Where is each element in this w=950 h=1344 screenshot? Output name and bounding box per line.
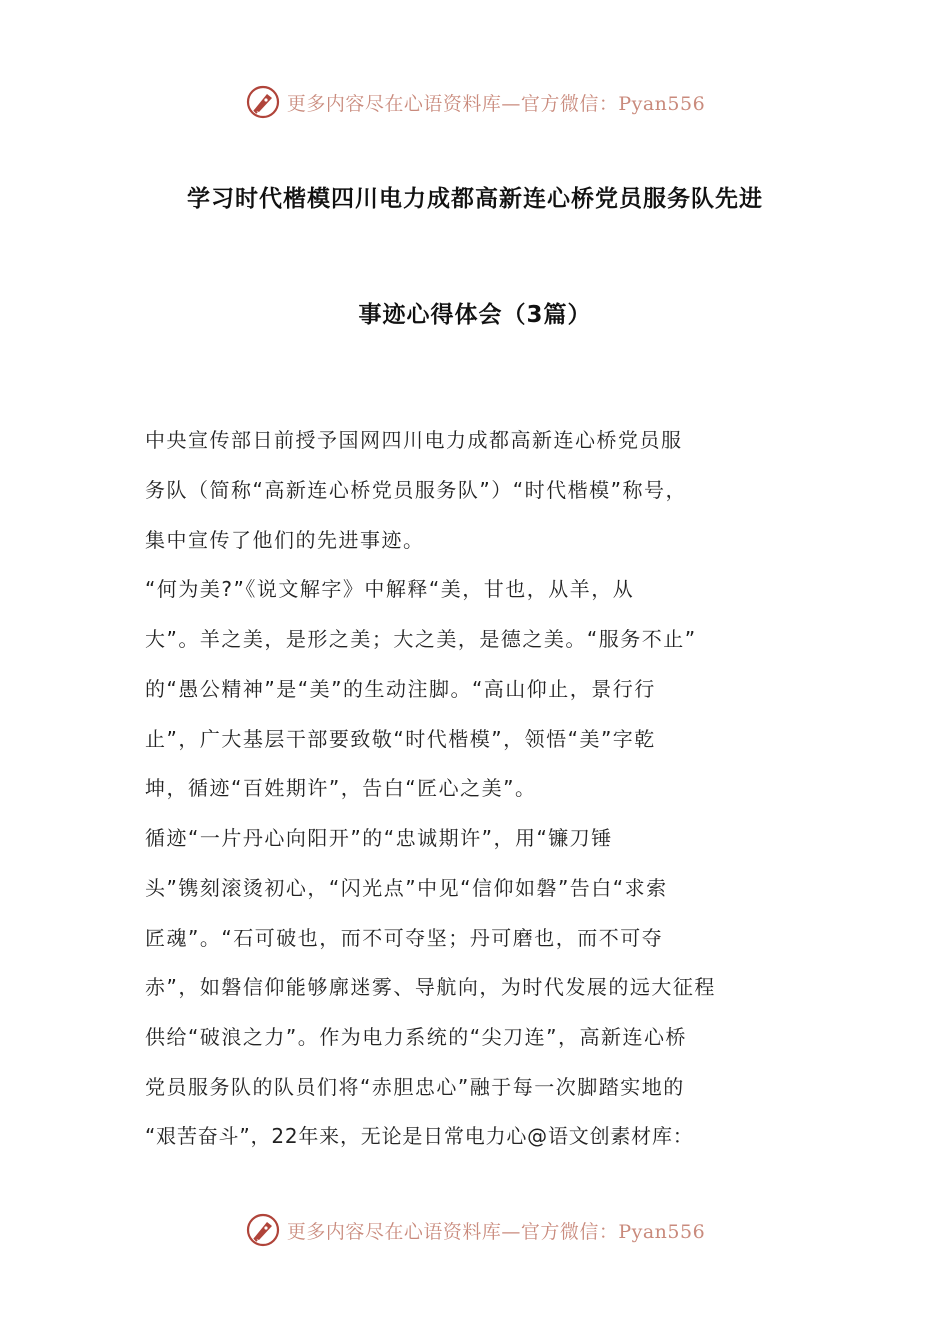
body-line: “何为美?”《说文解字》中解释“美，甘也，从羊，从 bbox=[145, 577, 635, 601]
body-line: 党员服务队的队员们将“赤胆忠心”融于每一次脚踏实地的 bbox=[145, 1075, 685, 1099]
footer-banner bbox=[0, 1208, 950, 1252]
body-line: 坤，循迹“百姓期许”，告白“匠心之美”。 bbox=[145, 776, 537, 800]
body-line: 头”镌刻滚烫初心，“闪光点”中见“信仰如磐”告白“求索 bbox=[145, 876, 668, 900]
banner-text: 更多内容尽在心语资料库—官方微信：Pyan556 bbox=[286, 92, 706, 115]
header-banner bbox=[0, 80, 950, 124]
document-title-line-1: 学习时代楷模四川电力成都高新连心桥党员服务队先进 bbox=[187, 186, 763, 212]
body-line: 供给“破浪之力”。作为电力系统的“尖刀连”，高新连心桥 bbox=[145, 1025, 687, 1049]
pen-nib-logo-icon bbox=[245, 84, 281, 120]
body-line: 止”，广大基层干部要致敬“时代楷模”，领悟“美”字乾 bbox=[145, 727, 656, 751]
body-line: 赤”，如磐信仰能够廓迷雾、导航向，为时代发展的远大征程 bbox=[145, 975, 716, 999]
banner-text: 更多内容尽在心语资料库—官方微信：Pyan556 bbox=[286, 1220, 706, 1243]
pen-nib-logo-icon bbox=[245, 1212, 281, 1248]
body-line: 匠魂”。“石可破也，而不可夺坚；丹可磨也，而不可夺 bbox=[145, 926, 664, 950]
body-line: 大”。羊之美，是形之美；大之美，是德之美。“服务不止” bbox=[145, 627, 697, 651]
body-line: 循迹“一片丹心向阳开”的“忠诚期许”，用“镰刀锤 bbox=[145, 826, 613, 850]
document-title-line-2: 事迹心得体会（3篇） bbox=[358, 302, 592, 328]
body-line: 务队（简称“高新连心桥党员服务队”）“时代楷模”称号， bbox=[145, 478, 687, 502]
body-line: 集中宣传了他们的先进事迹。 bbox=[145, 528, 425, 552]
body-line: 中央宣传部日前授予国网四川电力成都高新连心桥党员服 bbox=[145, 428, 683, 452]
body-line: 的“愚公精神”是“美”的生动注脚。“高山仰止，景行行 bbox=[145, 677, 656, 701]
body-line: “艰苦奋斗”，22年来，无论是日常电力心@语文创素材库： bbox=[145, 1124, 694, 1148]
